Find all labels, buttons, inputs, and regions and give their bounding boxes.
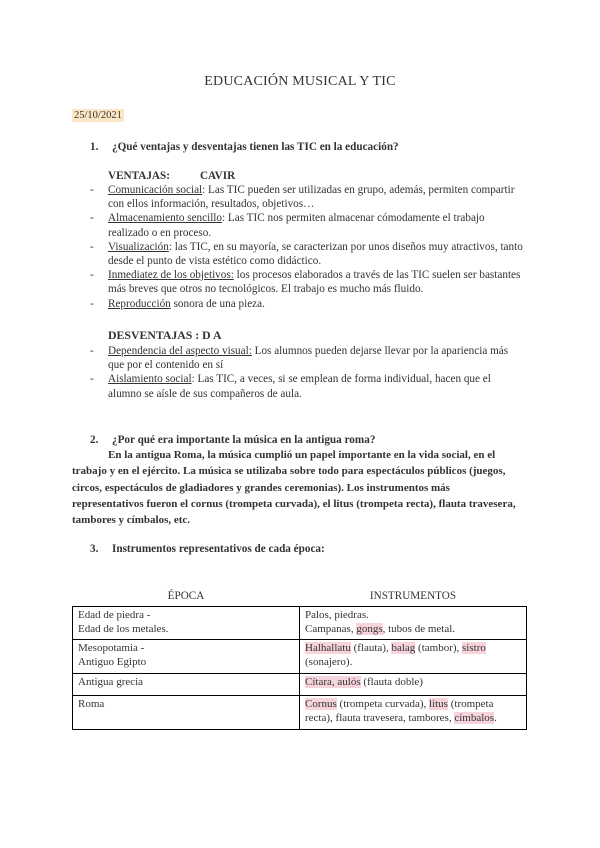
advantage-description: las TIC, en su mayoría, se caracterizan por unos diseños muy atractivos, tanto desde el punto de vista estético como didáctico. (108, 240, 523, 268)
instruments-line (305, 642, 521, 656)
advantages-label: VENTAJAS: (108, 170, 170, 182)
advantages-list (90, 183, 525, 311)
bullet-dash: - (90, 269, 94, 282)
epoch-line: Edad de los metales. (78, 622, 169, 635)
advantage-term: Comunicación social (108, 184, 203, 196)
advantage-separator: : (222, 212, 228, 225)
advantage-description: sonora de una pieza. (173, 297, 265, 310)
instrument-text: recta), flauta travesera, tambores, (305, 711, 455, 724)
advantage-description: los procesos elaborados a través de las TIC suelen ser bastantes más breves que otros no tecnológicos. El trabajo es mucho más fluido. (108, 269, 521, 296)
instruments-cell (300, 607, 527, 640)
advantages-acronym: CAVIR (199, 170, 236, 182)
advantage-item (90, 268, 525, 296)
header-epoch: ÉPOCA (73, 589, 300, 607)
question-3 (90, 543, 325, 555)
disadvantage-item (90, 344, 525, 372)
instruments-line (305, 656, 521, 670)
table-row (73, 696, 527, 730)
instrument-text: Palos, piedras. (305, 609, 369, 621)
instruments-line (305, 623, 521, 637)
header-instruments: INSTRUMENTOS (300, 589, 527, 607)
disadvantage-item (90, 372, 525, 400)
table-header-row (73, 589, 527, 607)
instruments-cell (300, 640, 527, 674)
instruments-line (305, 676, 521, 690)
instruments-cell (300, 696, 527, 730)
instrument-text: , tubos de metal. (382, 622, 456, 635)
advantage-item (90, 183, 525, 211)
table-row (73, 607, 527, 640)
advantage-item (90, 240, 525, 268)
bullet-dash: - (90, 240, 94, 253)
epoch-line: Antigua grecia (78, 676, 144, 688)
disadvantage-description: Las TIC, a veces, si se emplean de forma individual, hacen que el alumno se aísle de sus compañeros de aula. (108, 373, 491, 400)
question-3-text: Instrumentos representativos de cada época: (112, 543, 325, 555)
instruments-cell (300, 674, 527, 696)
instrument-text: (flauta), (350, 642, 392, 654)
highlighted-instrument: Halhallatu (305, 642, 351, 654)
instrument-text: . (494, 711, 497, 724)
advantage-separator: : (168, 240, 175, 253)
instruments-line (305, 698, 521, 712)
advantage-item (90, 211, 525, 239)
advantages-heading (108, 170, 235, 182)
highlighted-instrument: Cornus (305, 698, 337, 710)
highlighted-instrument: sistro (462, 642, 486, 654)
instruments-line (305, 609, 521, 623)
bullet-dash: - (90, 373, 94, 386)
epoch-line: Antiguo Egipto (78, 655, 147, 668)
advantage-term: Visualización (108, 240, 169, 253)
instrument-text: Campanas, (305, 622, 357, 635)
instrument-text: (sonajero). (305, 655, 353, 668)
highlighted-instrument: gongs (356, 622, 383, 635)
epoch-line: Edad de piedra - (78, 609, 151, 621)
epoch-line: Roma (78, 698, 105, 710)
instrument-text: (trompeta (447, 698, 494, 710)
question-2-answer: En la antigua Roma, la música cumplió un papel importante en la vida social, en el trabajo y en el ejército. La música se utilizaba sobre todo para espectáculos públicos (juegos, circos, espectáculos de gladiadores y grandes ceremonias). Los instrumentos más representativos fueron el cornus (trompeta curvada), el litus (trompeta recta), flauta travesera, tambores y címbalos, etc. (72, 449, 516, 527)
epoch-cell (73, 696, 300, 730)
advantage-term: Almacenamiento sencillo (108, 212, 223, 225)
disadvantages-list (90, 344, 525, 401)
epoch-cell (73, 607, 300, 640)
bullet-dash: - (90, 184, 94, 196)
bullet-dash: - (90, 345, 94, 357)
disadvantages-heading: DESVENTAJAS : D A (108, 328, 222, 342)
question-2-number: 2. (90, 434, 99, 446)
question-3-number: 3. (90, 543, 99, 555)
highlighted-instrument: balag (391, 642, 416, 654)
bullet-dash: - (90, 297, 94, 310)
epoch-line: Mesopotamia - (78, 642, 145, 654)
highlighted-instrument: litus (429, 698, 448, 710)
document-title: EDUCACIÓN MUSICAL Y TIC (204, 74, 396, 89)
document-date: 25/10/2021 (74, 110, 122, 121)
advantage-term: Inmediatez de los objetivos: (108, 269, 234, 282)
disadvantage-term: Aislamiento social (108, 373, 192, 386)
highlighted-instrument: címbalos (454, 711, 495, 724)
instrument-text: (flauta doble) (360, 676, 423, 688)
table-row (73, 640, 527, 674)
advantage-separator: : (202, 184, 209, 196)
epoch-cell (73, 674, 300, 696)
question-1-number: 1. (90, 141, 99, 153)
instruments-line (305, 712, 521, 726)
advantage-item (90, 297, 525, 311)
table-row (73, 674, 527, 696)
question-1-text: ¿Qué ventajas y desventajas tienen las TIC en la educación? (112, 141, 399, 153)
advantage-description: Las TIC nos permiten almacenar cómodamente el trabajo realizado o en proceso. (108, 212, 485, 239)
instruments-table (72, 589, 527, 730)
advantage-description: Las TIC pueden ser utilizadas en grupo, además, permiten compartir con ellos información, resultados, objetivos… (108, 184, 515, 211)
instrument-text: (tambor), (415, 642, 463, 654)
instrument-text: (trompeta curvada), (336, 698, 430, 710)
question-2 (90, 434, 375, 446)
disadvantage-term: Dependencia del aspecto visual: (108, 345, 252, 357)
highlighted-instrument: Cítara, aulós (305, 676, 361, 688)
epoch-cell (73, 640, 300, 674)
question-2-text: ¿Por qué era importante la música en la antigua roma? (112, 434, 376, 446)
advantage-term: Reproducción (108, 297, 171, 310)
disadvantage-description: Los alumnos pueden dejarse llevar por la apariencia más que por el contenido en sí (108, 345, 509, 372)
disadvantage-separator: : (191, 373, 198, 386)
question-1 (90, 141, 399, 153)
bullet-dash: - (90, 212, 94, 225)
